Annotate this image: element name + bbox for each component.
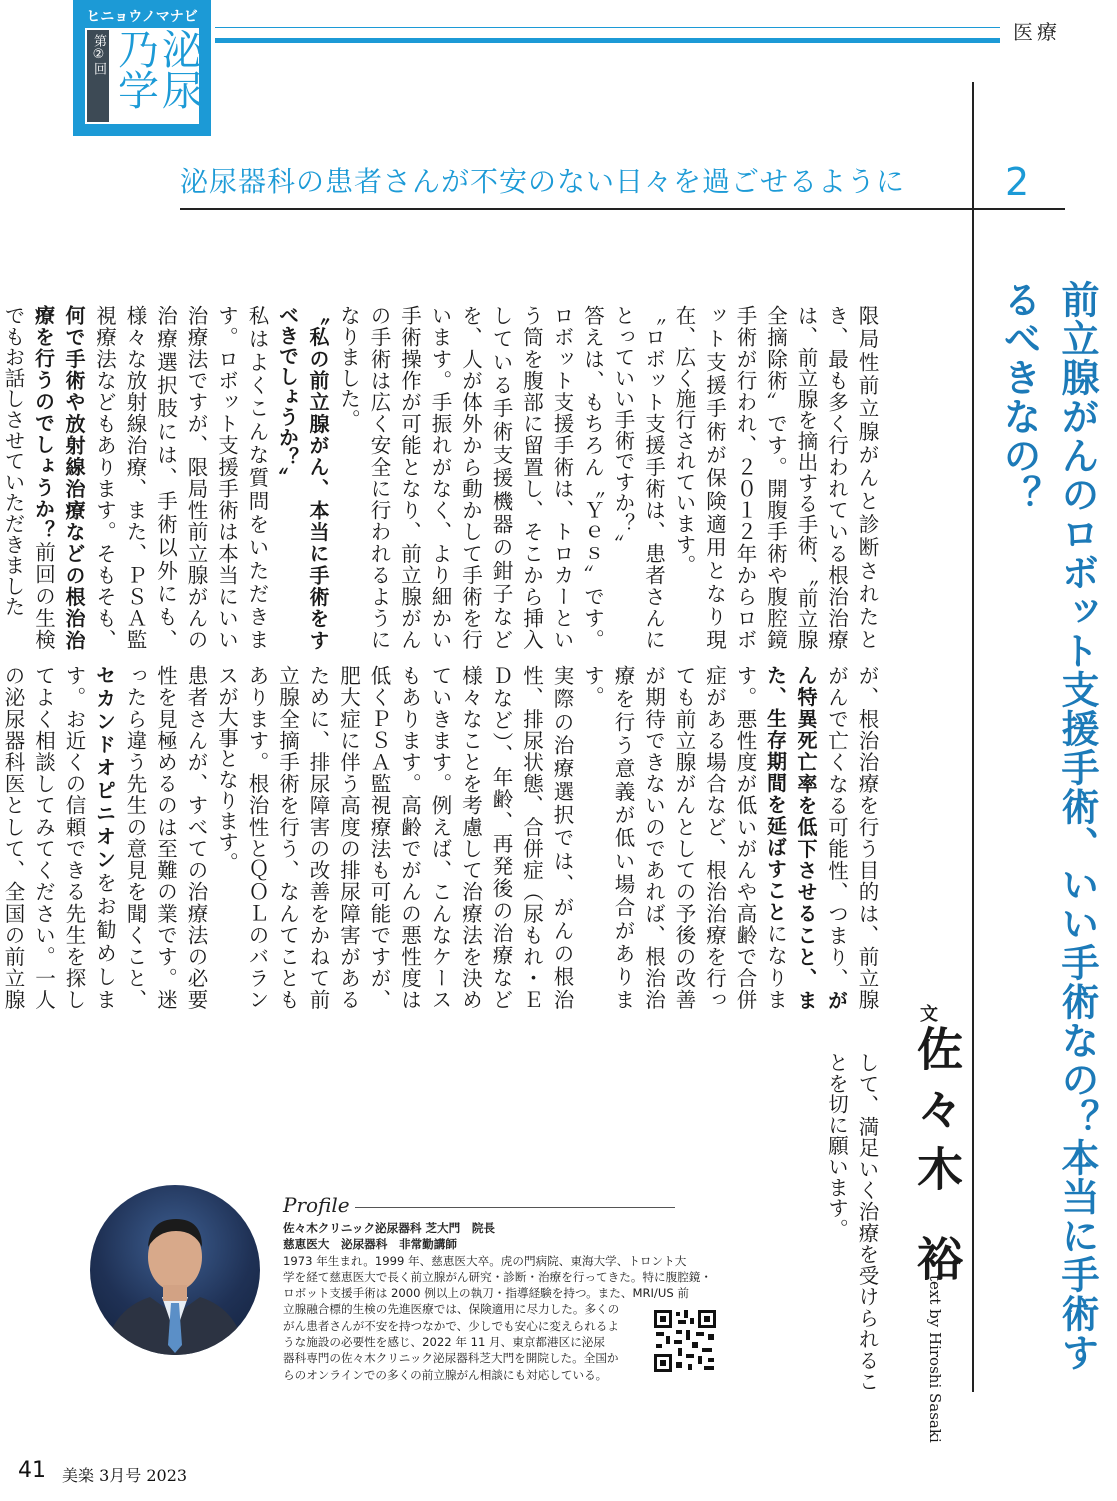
profile-line: 立腺融合標的生検の先進医療では、保険適用に尽力した。多くの <box>283 1302 620 1317</box>
profile-line: がん患者さんが不安を持つなかで、少しでも安心に変えられるよ <box>283 1318 619 1333</box>
author-english: text by Hiroshi Sasaki <box>926 1275 944 1443</box>
profile-line: 器科専門の佐々木クリニック泌尿器科芝大門を開院した。全国か <box>283 1351 619 1366</box>
body-paragraph: 〝ロボット支援手術は、患者さんにとっていい手術ですか？〟 <box>611 305 666 650</box>
profile-label: Profile <box>283 1193 350 1217</box>
body-paragraph: になります。悪性度が低いがんや高齢で合併症がある場合など、根治治療を行っても前立腺がんとしての予後の改善が期待できないのであれば、根治治療を行う意義が低い場合があります。 <box>580 665 788 1010</box>
body-paragraph: をお勧めします。お近くの信頼できる先生を探してよく相談してみてください。一人の泌尿器科医として、全国の前立腺 <box>1 665 117 1010</box>
badge-title: 泌尿乃学 <box>111 28 203 110</box>
series-badge <box>73 0 211 136</box>
badge-number: 第②回 <box>91 34 106 75</box>
profile-rule <box>355 1207 675 1208</box>
body-paragraph: 実際の治療選択では、がんの根治性、排尿状態、合併症（尿もれ・ＥＤなど）、年齢、再発後の治療など様々なことを考慮して治療法を決めていきます。例えば、こんなケースもあります。高齢でがんの悪性度は低くＰＳＡ監視療法も可能ですが、肥大症に伴う高度の排尿障害があるために、排尿障害の改善をかねて前立腺全摘手術を行う、なんてこともあります。根治性とＱＯＬのバランスが大事となります。 <box>214 665 574 1010</box>
body-column-end: して、満足いく治療を受けられることを切に願います。 <box>824 1052 879 1392</box>
profile-line: 佐々木クリニック泌尿器科 芝大門 院長 <box>283 1221 496 1235</box>
body-paragraph: 前回の生検でもお話しさせていただきました <box>1 305 56 650</box>
body-paragraph: 限局性前立腺がんと診断されたとき、最も多く行われている根治治療は、前立腺を摘出する手術、〝前立腺全摘除術〟です。開腹手術や腹腔鏡手術が行われ、２０１２年からロボット支援手術が保険適用となり現在、広く施行されています。 <box>672 305 879 650</box>
title-divider <box>972 82 974 1392</box>
profile-line: 学を経て慈恵医大で長く前立腺がん研究・診断・治療を行ってきた。特に腹腔鏡・ <box>283 1269 712 1284</box>
section-label: 医療 <box>1013 20 1061 44</box>
page-number: 41 <box>18 1458 46 1483</box>
body-paragraph: 患者さんが、すべての治療法の必要性を見極めるのは至難の業です。迷ったら違う先生の意見を聞くこと、 <box>123 665 208 1010</box>
body-emphasis: 何で手術や放射線治療などの根治治療を行うのでしょうか？ <box>31 305 86 650</box>
header-divider <box>180 208 1065 210</box>
series-number: 2 <box>1005 160 1030 204</box>
author-photo <box>90 1185 260 1355</box>
badge-kana: ヒニョウノマナビ <box>86 9 198 25</box>
body-paragraph: 答えは、もちろん〝Ｙｅｓ〟です。ロボット支援手術は、トロカーという筒を腹部に留置し、そこから挿入している手術支援機器の鉗子などを、人が体外から動かして手術を行います。手振れがなく、より細かい手術操作が可能となり、前立腺がんの手術は広く安全に行われるようになりました。 <box>336 305 605 650</box>
body-subheading: 〝私の前立腺がん、本当に手術をすべきでしょうか？〟 <box>275 305 330 650</box>
magazine-issue: 美楽 3月号 2023 <box>62 1466 188 1485</box>
profile-line: 1973 年生まれ。1999 年、慈恵医大卒。虎の門病院、東海大学、トロント大 <box>283 1253 687 1268</box>
header-thin-rule <box>215 27 1000 28</box>
author-prefix: 文 <box>920 1004 938 1025</box>
article-title: 前立腺がんのロボット支援手術、いい手術なの？本当に手術するべきなの？ <box>997 280 1099 1372</box>
body-paragraph: が、根治治療を行う目的は、前立腺がんで亡くなる可能性、つまり、 <box>824 665 879 1010</box>
body-column-top <box>1 305 882 650</box>
body-emphasis: セカンドオピニオン <box>92 665 117 872</box>
qr-code-icon[interactable] <box>652 1308 718 1374</box>
profile-line: 慈恵医大 泌尿器科 非常勤講師 <box>283 1237 457 1252</box>
body-paragraph: 私はよくこんな質問をいただきます。ロボット支援手術は本当にいい治療法ですが、限局性前立腺がんの治療選択肢には、手術以外にも、様々な放射線治療、また、ＰＳＡ監視療法などもあります。そもそも、 <box>92 305 269 650</box>
header-rule <box>215 38 1000 43</box>
series-subtitle: 泌尿器科の患者さんが不安のない日々を過ごせるように <box>180 165 906 198</box>
profile-line: ロボット支援手術は 2000 例以上の執刀・指導経験を持つ。また、MRI/US 前 <box>283 1286 689 1301</box>
body-column-bottom <box>1 665 882 1010</box>
profile-line: うな施設の必要性を感じ、2022 年 11 月、東京都港区に泌尿 <box>283 1335 605 1350</box>
profile-line: らのオンラインでの多くの前立腺がん相談にも対応している。 <box>283 1367 608 1382</box>
body-emphasis: がん特異死亡率を低下させること、また、生存期間を延ばすこと <box>763 665 849 1010</box>
author-name: 佐々木 裕 <box>910 1025 964 1296</box>
